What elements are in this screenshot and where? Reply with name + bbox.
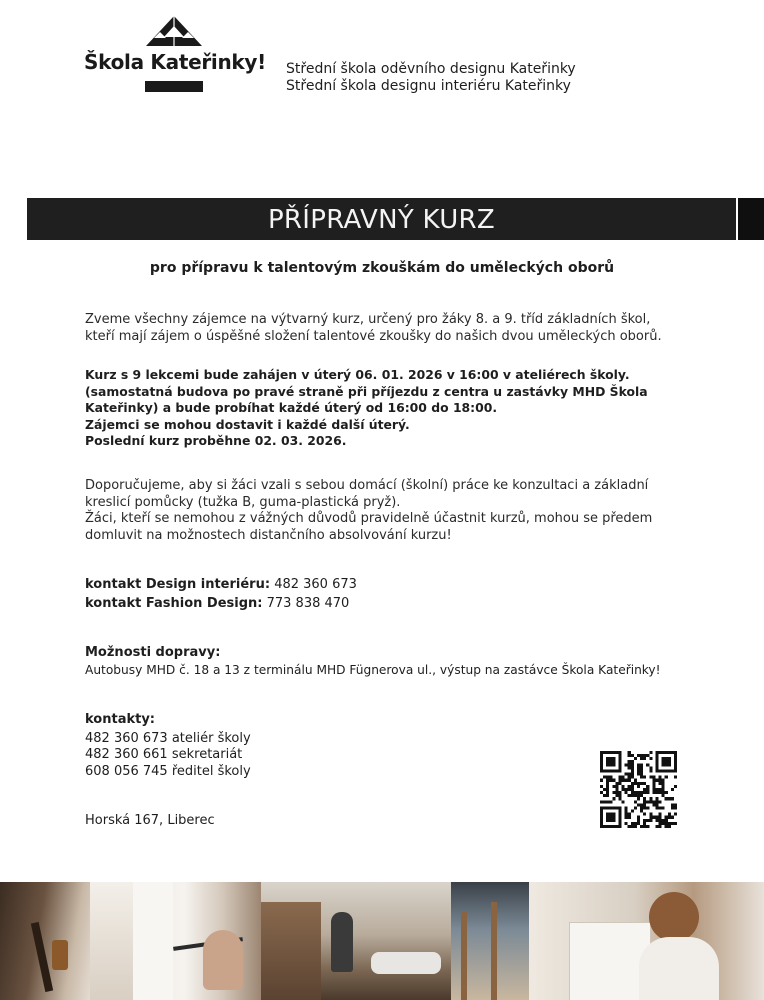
recommend-line: Žáci, kteří se nemohou z vážných důvodů pravidelně účastnit kurzů, mohou se předem (85, 511, 653, 526)
contacts-label: kontakty: (85, 712, 156, 727)
contact-line: 608 056 745 ředitel školy (85, 763, 251, 779)
course-line: Kateřinky) a bude probíhat každé úterý od 16:00 do 18:00. (85, 400, 498, 415)
contact-fashion-phone: 773 838 470 (266, 596, 350, 611)
photo-studio-class (261, 882, 529, 1000)
school-name-fashion: Střední škola oděvního designu Kateřinky (286, 61, 576, 77)
course-line: (samostatná budova po pravé straně při příjezdu z centra u zastávky MHD Škola (85, 383, 648, 399)
address: Horská 167, Liberec (85, 813, 215, 828)
intro-paragraph (85, 312, 662, 345)
qr-code-icon[interactable] (600, 751, 677, 828)
transport-section (85, 645, 661, 678)
logo-bar (145, 81, 203, 92)
contact-design-phone: 482 360 673 (274, 577, 357, 592)
photo-student-drawing (529, 882, 764, 1000)
course-paragraph (85, 367, 648, 450)
intro-line: kteří mají zájem o úspěšné složení talentové zkoušky do našich dvou uměleckých oborů. (85, 328, 662, 344)
school-logo-icon (146, 16, 202, 46)
contact-line: 482 360 661 sekretariát (85, 747, 243, 762)
contact-design-label: kontakt Design interiéru: (85, 577, 271, 592)
course-line: Zájemci se mohou dostavit i každé další úterý. (85, 416, 410, 432)
photo-painting-tools (0, 882, 133, 1000)
intro-line: Zveme všechny zájemce na výtvarný kurz, určený pro žáky 8. a 9. tříd základních škol, (85, 312, 651, 327)
school-names (286, 61, 576, 95)
contact-line: 482 360 673 ateliér školy (85, 730, 251, 746)
logo-text: Škola Kateřinky! (84, 50, 266, 74)
school-name-interior: Střední škola designu interiéru Kateřinky (286, 78, 571, 94)
contact-design-row (85, 575, 357, 594)
course-line: Poslední kurz proběhne 02. 03. 2026. (85, 433, 347, 448)
recommend-line: Doporučujeme, aby si žáci vzali s sebou domácí (školní) práce ke konzultaci a základní (85, 478, 649, 493)
recommend-line: kreslicí pomůcky (tužka B, guma-plastická pryž). (85, 494, 401, 510)
transport-label: Možnosti dopravy: (85, 645, 221, 660)
contact-fashion-row (85, 594, 357, 613)
title-band-end (738, 198, 764, 240)
recommend-line: domluvit na možnostech distančního absolvování kurzu! (85, 527, 452, 543)
recommend-paragraph (85, 478, 652, 544)
page-subtitle: pro přípravu k talentovým zkouškám do uměleckých oborů (149, 260, 615, 276)
photo-sketching-hand (133, 882, 261, 1000)
contacts-section (85, 712, 251, 780)
photo-strip (0, 882, 764, 1000)
course-line: Kurz s 9 lekcemi bude zahájen v úterý 06. 01. 2026 v 16:00 v ateliérech školy. (85, 367, 630, 382)
page-title: PŘÍPRAVNÝ KURZ (267, 205, 496, 235)
department-contacts (85, 575, 357, 613)
contact-fashion-label: kontakt Fashion Design: (85, 596, 263, 611)
transport-text: Autobusy MHD č. 18 a 13 z terminálu MHD Fügnerova ul., výstup na zastávce Škola Kateřinky! (85, 662, 661, 677)
